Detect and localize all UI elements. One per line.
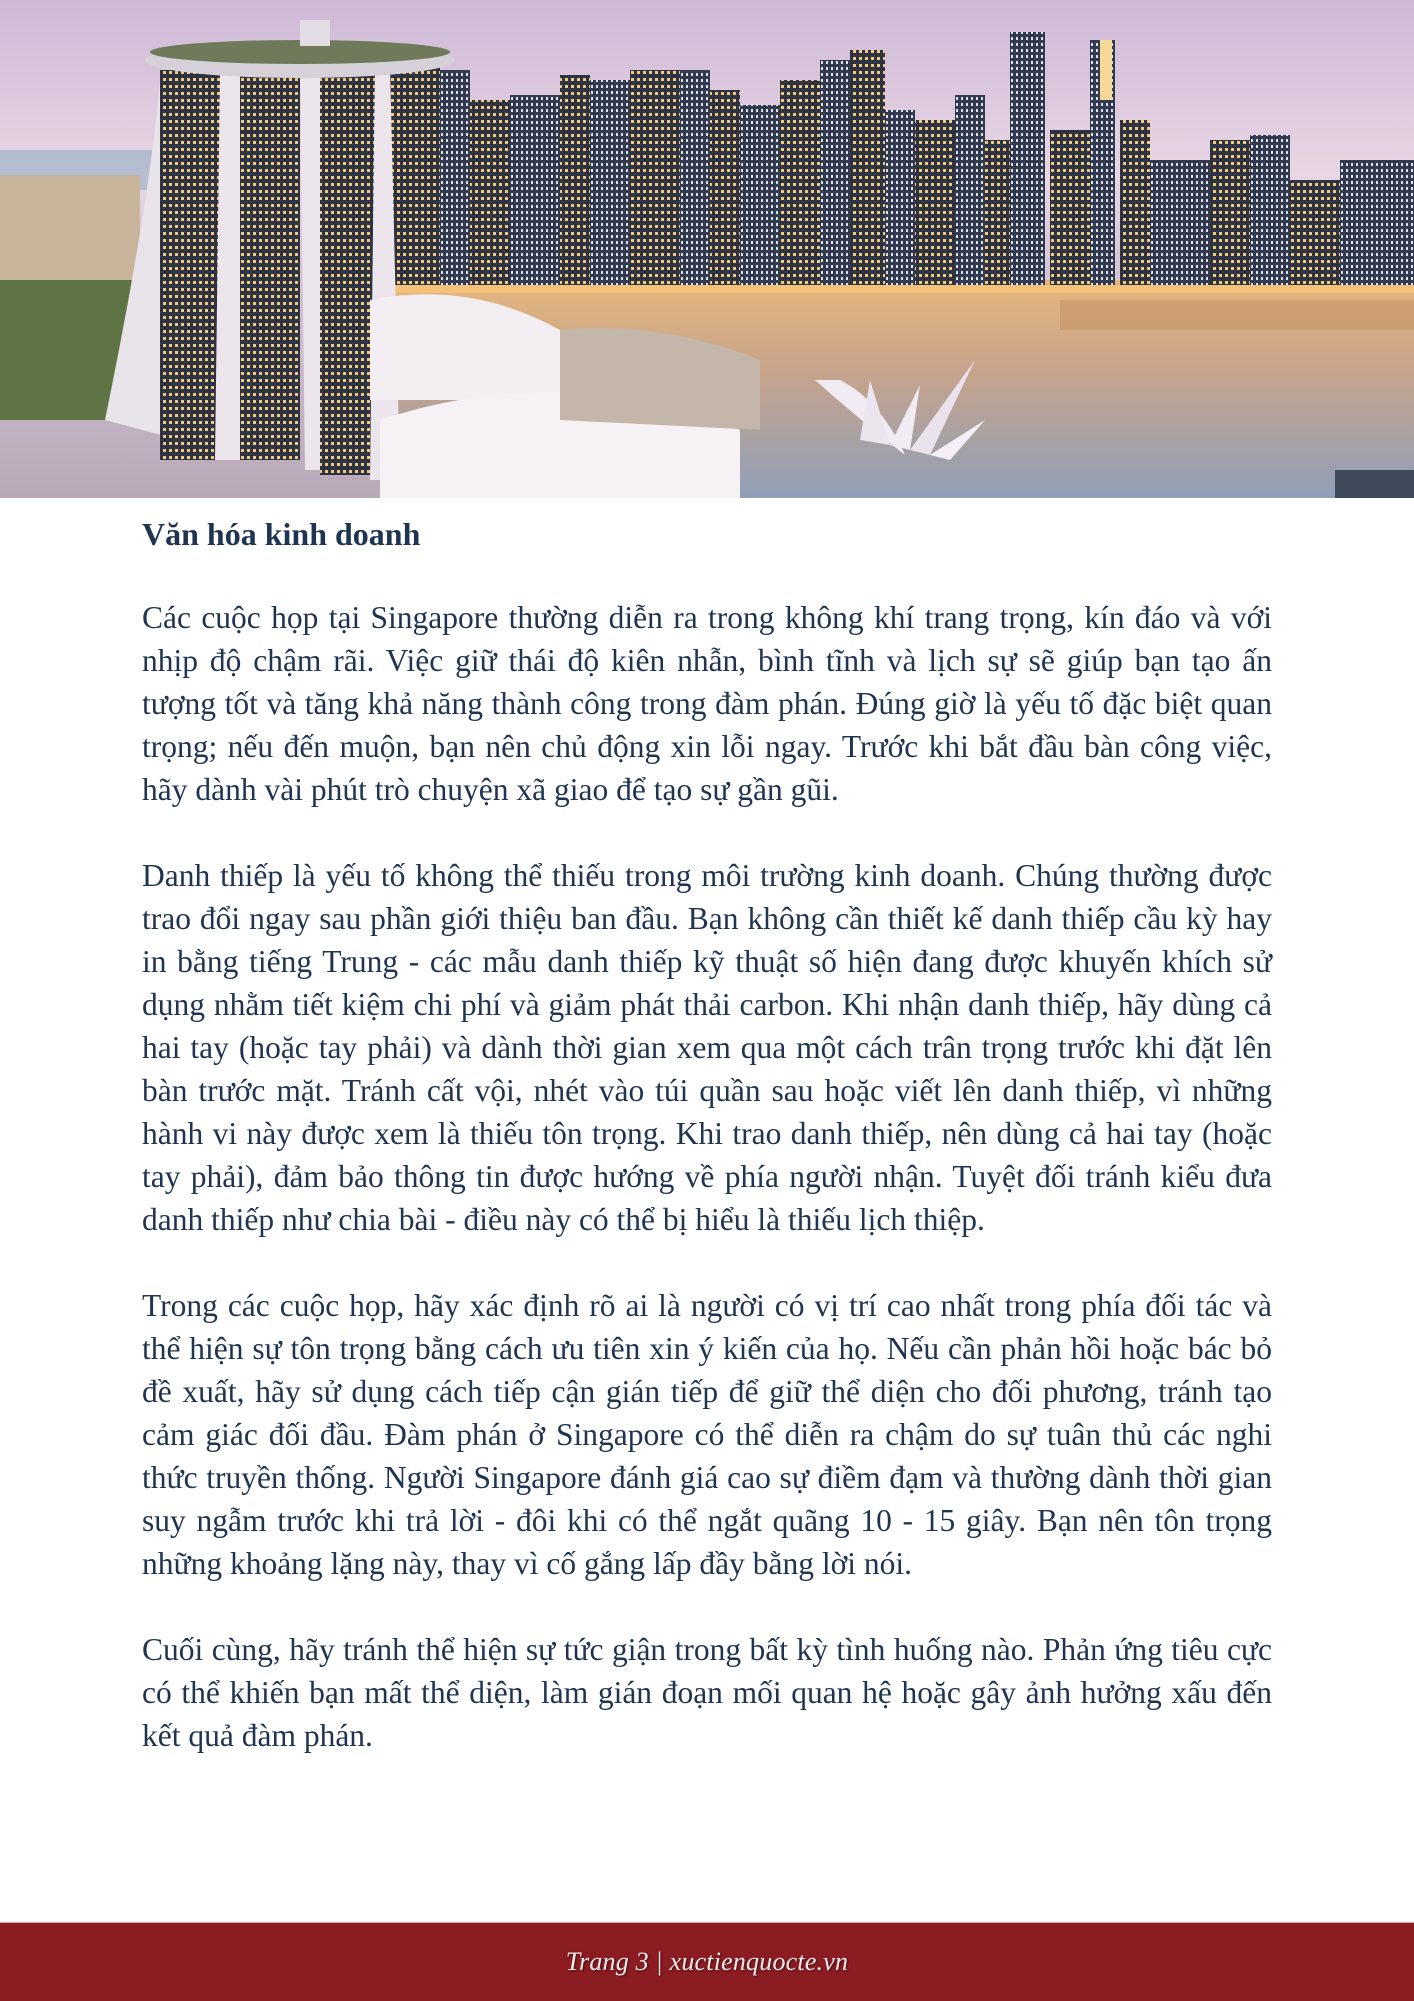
paragraph-business-cards: Danh thiếp là yếu tố không thể thiếu trong môi trường kinh doanh. Chúng thường được trao đổi ngay sau phần giới thiệu ban đầu. Bạn không cần thiết kế danh thiếp cầu kỳ hay in bằng tiếng Trung - các mẫu danh thiếp kỹ thuật số hiện đang được khuyến khích sử dụng nhằm tiết kiệm chi phí và giảm phát thải carbon. Khi nhận danh thiếp, hãy dùng cả hai tay (hoặc tay phải) và dành thời gian xem qua một cách trân trọng trước khi đặt lên bàn trước mặt. Tránh cất vội, nhét vào túi quần sau hoặc viết lên danh thiếp, vì những hành vi này được xem là thiếu tôn trọng. Khi trao danh thiếp, nên dùng cả hai tay (hoặc tay phải), đảm bảo thông tin được hướng về phía người nhận. Tuyệt đối tránh kiểu đưa danh thiếp như chia bài - điều này có thể bị hiểu là thiếu lịch thiệp. [142, 858, 1272, 1237]
section-title: Văn hóa kinh doanh [142, 516, 421, 552]
footer-page-label: Trang 3 | xuctienquocte.vn [565, 1947, 849, 1976]
skyline-illustration [0, 0, 1414, 498]
paragraph-meeting-etiquette: Các cuộc họp tại Singapore thường diễn ra trong không khí trang trọng, kín đáo và với nhịp độ chậm rãi. Việc giữ thái độ kiên nhẫn, bình tĩnh và lịch sự sẽ giúp bạn tạo ấn tượng tốt và tăng khả năng thành công trong đàm phán. Đúng giờ là yếu tố đặc biệt quan trọng; nếu đến muộn, bạn nên chủ động xin lỗi ngay. Trước khi bắt đầu bàn công việc, hãy dành vài phút trò chuyện xã giao để tạo sự gần gũi. [142, 600, 1272, 807]
paragraph-conclusion: Cuối cùng, hãy tránh thể hiện sự tức giận trong bất kỳ tình huống nào. Phản ứng tiêu cực có thể khiến bạn mất thể diện, làm gián đoạn mối quan hệ hoặc gây ảnh hưởng xấu đến kết quả đàm phán. [142, 1632, 1272, 1753]
hero-image-singapore-skyline [0, 0, 1414, 498]
article-content [142, 512, 1272, 1800]
paragraph-negotiation: Trong các cuộc họp, hãy xác định rõ ai là người có vị trí cao nhất trong phía đối tác và thể hiện sự tôn trọng bằng cách ưu tiên xin ý kiến của họ. Nếu cần phản hồi hoặc bác bỏ đề xuất, hãy sử dụng cách tiếp cận gián tiếp để giữ thể diện cho đối phương, tránh tạo cảm giác đối đầu. Đàm phán ở Singapore có thể diễn ra chậm do sự tuân thủ các nghi thức truyền thống. Người Singapore đánh giá cao sự điềm đạm và thường dành thời gian suy ngẫm trước khi trả lời - đôi khi có thể ngắt quãng 10 - 15 giây. Bạn nên tôn trọng những khoảng lặng này, thay vì cố gắng lấp đầy bằng lời nói. [142, 1288, 1272, 1581]
page-footer [0, 1922, 1414, 2001]
